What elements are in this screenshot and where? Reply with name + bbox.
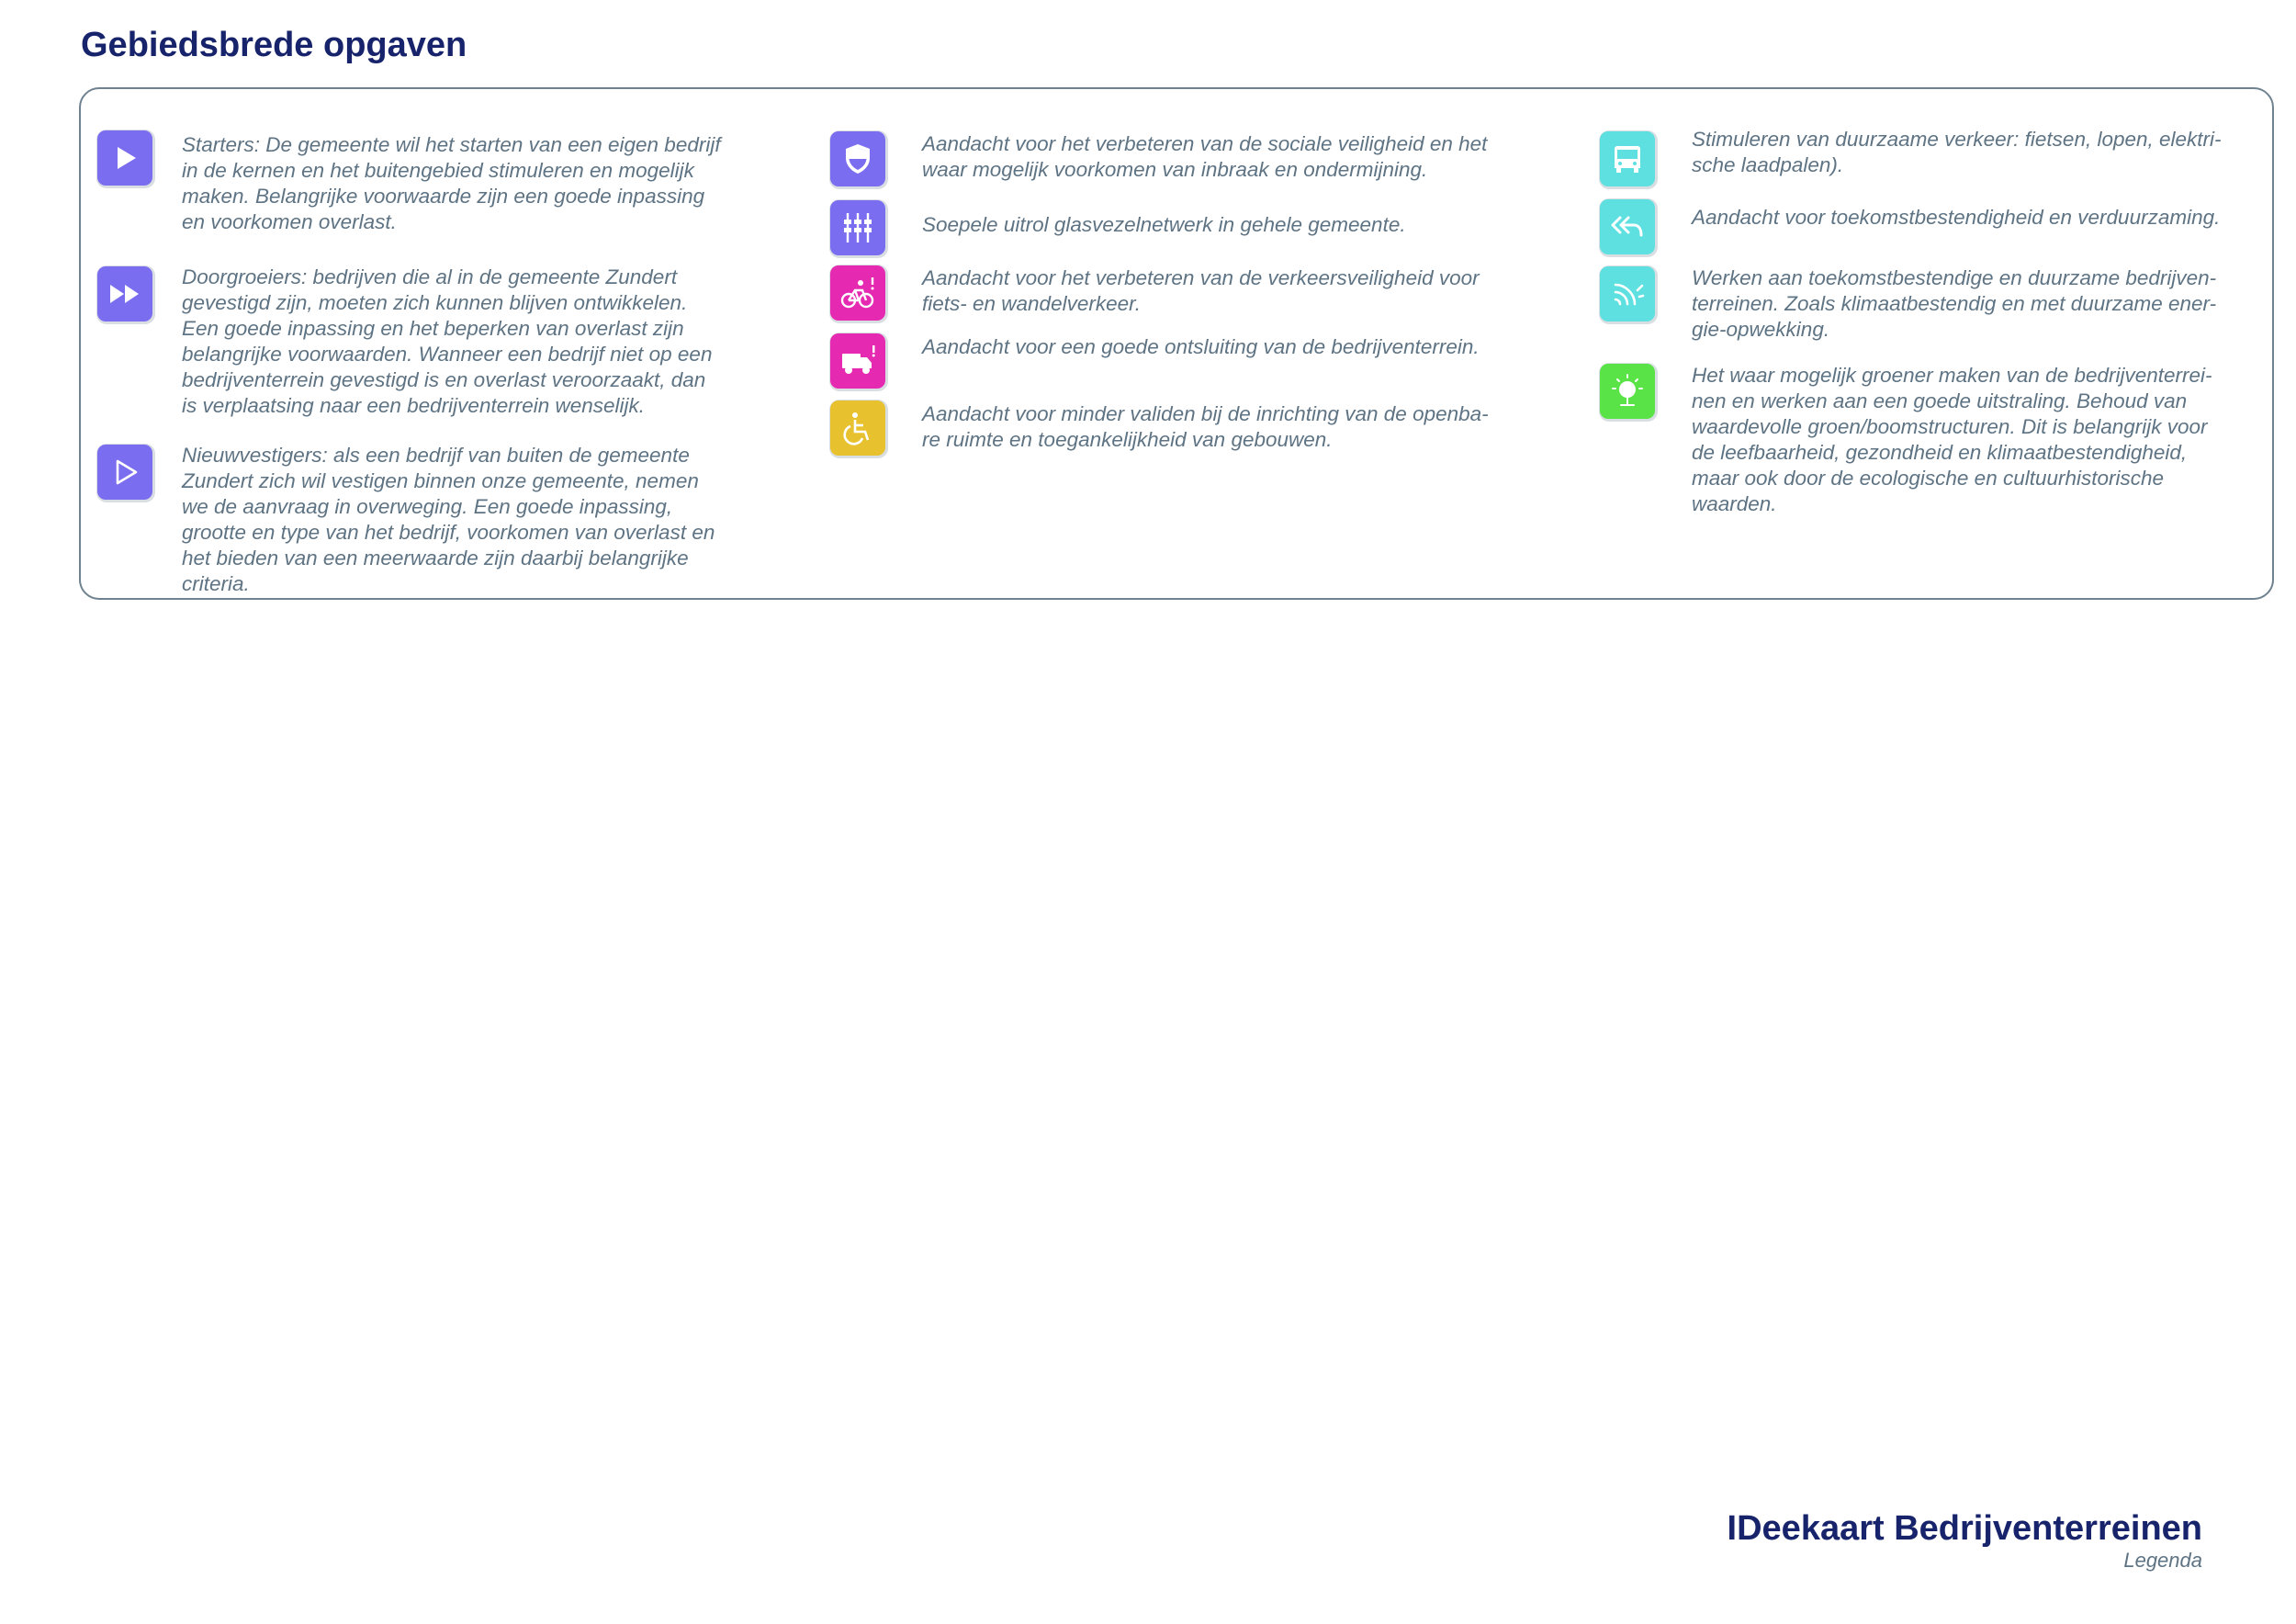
truck-alert-icon xyxy=(830,333,885,389)
fast-forward-icon xyxy=(97,266,152,321)
legend-text: Doorgroeiers: bedrijven die al in de gemeente Zundert gevestigd zijn, moeten zich kunnen blijven ontwikkelen. Een goede inpassing en het beperken van overlast zijn belangrijke voorwaarden. Wanneer een bedrijf niet op een bedrijventerrein gevestigd is en overlast veroorzaakt, dan is verplaatsing naar een bedrijventerrein wenselijk. xyxy=(182,265,713,417)
shield-icon xyxy=(830,131,885,186)
legend-text: Werken aan toekomstbestendige en duurzame bedrijven- terreinen. Zoals klimaatbestendig en met duurzame ener- gie-opwekking. xyxy=(1692,266,2217,341)
legend-text: Aandacht voor toekomstbestendigheid en verduurzaming. xyxy=(1692,206,2221,229)
legend-text: Stimuleren van duurzaame verkeer: fietsen, lopen, elektri- sche laadpalen). xyxy=(1692,128,2222,176)
sustainable-energy-icon xyxy=(1600,266,1655,321)
legend-text: Aandacht voor het verbeteren van de sociale veiligheid en het waar mogelijk voorkomen van inbraak en ondermijning. xyxy=(922,132,1488,181)
legend-text: Nieuwvestigers: als een bedrijf van buiten de gemeente Zundert zich wil vestigen binnen onze gemeente, nemen we de aanvraag in overweging. Een goede inpassing, grootte en type van het bedrijf, voorkomen van overlast en het bieden van een meerwaarde zijn daarbij belangrijke criteria. xyxy=(182,444,715,595)
fiber-network-icon xyxy=(830,200,885,255)
document-title: IDeekaart Bedrijventerreinen xyxy=(1727,1509,2202,1548)
document-subtitle: Legenda xyxy=(2123,1549,2202,1572)
legend-text: Aandacht voor het verbeteren van de verkeersveiligheid voor fiets- en wandelverkeer. xyxy=(922,266,1480,315)
legend-text: Aandacht voor minder validen bij de inrichting van de openba- re ruimte en toegankelijkheid van gebouwen. xyxy=(922,402,1489,451)
wheelchair-icon xyxy=(830,400,885,456)
tree-icon xyxy=(1600,364,1655,419)
double-arrow-back-icon xyxy=(1600,199,1655,254)
legend-text: Soepele uitrol glasvezelnetwerk in gehele gemeente. xyxy=(922,213,1406,236)
cyclist-alert-icon xyxy=(830,265,885,321)
legend-text: Het waar mogelijk groener maken van de bedrijventerrei- nen en werken aan een goede uitstraling. Behoud van waardevolle groen/boomstructuren. Dit is belangrijk voor de leefbaarheid, gezondheid en klimaatbestendigheid, maar ook door de ecologische en cultuurhistorische waarden. xyxy=(1692,364,2212,515)
legend-panel xyxy=(79,87,2274,600)
play-outline-icon xyxy=(97,445,152,500)
play-icon xyxy=(97,130,152,186)
legend-text: Aandacht voor een goede ontsluiting van de bedrijventerrein. xyxy=(922,335,1480,358)
bus-icon xyxy=(1600,131,1655,186)
page-title: Gebiedsbrede opgaven xyxy=(81,26,467,64)
legend-text: Starters: De gemeente wil het starten van een eigen bedrijf in de kernen en het buitengebied stimuleren en mogelijk maken. Belangrijke voorwaarde zijn een goede inpassing en voorkomen overlast. xyxy=(182,133,721,233)
